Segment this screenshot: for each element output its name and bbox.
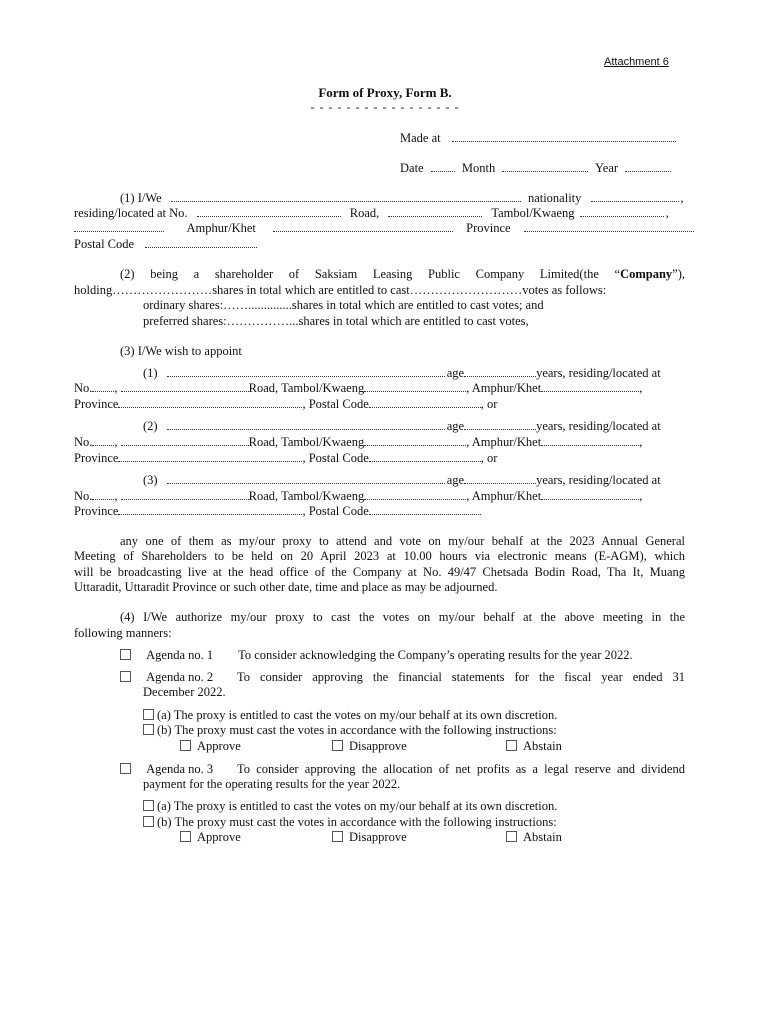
s1-iwe: (1) I/We	[120, 191, 162, 205]
province-label: Province	[466, 221, 511, 235]
comma: ,	[114, 381, 118, 395]
proxy-3-province-field[interactable]	[118, 504, 302, 515]
agenda-3-option-a-checkbox[interactable]	[143, 800, 154, 811]
no-label: No.	[74, 435, 93, 449]
road-field[interactable]	[388, 206, 482, 217]
amphur-label: , Amphur/Khet	[466, 435, 542, 449]
proxy-3-road-field[interactable]	[121, 489, 249, 500]
nationality-label: nationality	[527, 191, 582, 205]
proxy-2-age-field[interactable]	[464, 419, 536, 430]
proxy-3-row2	[74, 489, 642, 504]
proxy-3-postal-field[interactable]	[369, 504, 481, 515]
agenda-3-disapprove	[332, 830, 407, 845]
option-a-text: (a) The proxy is entitled to cast the votes on my/our behalf at its own discretion.	[157, 708, 558, 722]
age-label: age	[446, 473, 465, 487]
proxy-2-amphur-field[interactable]	[541, 435, 639, 446]
proxy-number: (3)	[143, 473, 158, 487]
date-row	[400, 161, 671, 176]
s1-row3	[74, 221, 694, 236]
s2-intro-end: ”),	[672, 267, 685, 281]
s2-preferred: preferred shares:……………...shares in total which are entitled to cast votes,	[143, 314, 529, 328]
proxy-2-postal-field[interactable]	[369, 451, 481, 462]
proxy-1-no-field[interactable]	[92, 381, 114, 392]
company-term: Company	[620, 267, 673, 281]
date-field[interactable]	[431, 161, 455, 172]
years-residing-label: years, residing/located at	[536, 366, 661, 380]
proxy-1-amphur-field[interactable]	[541, 381, 639, 392]
s2-intro	[120, 267, 685, 282]
years-residing-label: years, residing/located at	[536, 419, 661, 433]
amphur-label: Amphur/Khet	[186, 221, 256, 235]
or-label: , or	[480, 397, 498, 411]
residing-label: residing/located at No.	[74, 206, 188, 220]
form-title: Form of Proxy, Form B.	[318, 85, 452, 100]
s2-holding: holding……………………shares in total which are entitled to cast………………………votes as follows:	[74, 283, 607, 297]
road-label: Road,	[349, 206, 380, 220]
agenda-2-option-a	[143, 708, 557, 723]
age-label: age	[446, 419, 465, 433]
agenda-2	[120, 670, 238, 685]
para-any-line1: any one of them as my/our proxy to attend and vote on my/our behalf at the 2023 Annual General	[120, 534, 685, 548]
road-tambol-label: Road, Tambol/Kwaeng	[248, 489, 365, 503]
agenda-2-option-a-checkbox[interactable]	[143, 709, 154, 720]
agenda-2-label: Agenda no. 2	[146, 670, 214, 684]
title-underline: - - - - - - - - - - - - - - - - -	[310, 100, 460, 114]
postal-field[interactable]	[145, 237, 257, 248]
para-any-line4: Uttaradit, Uttaradit Province or such other date, time and place as may be adjourned.	[74, 580, 498, 594]
proxy-2-row2	[74, 435, 642, 450]
postal-label: Postal Code	[74, 237, 135, 251]
proxy-2-row1	[143, 419, 661, 434]
s2-ordinary: ordinary shares:……..............shares in total which are entitled to cast votes; and	[143, 298, 544, 312]
s2-intro-text: (2) being a shareholder of Saksiam Leasing Public Company Limited(the “	[120, 267, 621, 281]
comma: ,	[665, 206, 669, 220]
agenda-2-abstain-checkbox[interactable]	[506, 740, 517, 751]
proxy-1-row3	[74, 397, 497, 412]
agenda-2-disapprove	[332, 739, 407, 754]
tambol-extra-field[interactable]	[74, 221, 164, 232]
proxy-1-name-field[interactable]	[167, 366, 445, 377]
date-label: Date	[400, 161, 424, 175]
comma: ,	[639, 489, 643, 503]
proxy-3-no-field[interactable]	[92, 489, 114, 500]
amphur-label: , Amphur/Khet	[466, 489, 542, 503]
year-field[interactable]	[625, 161, 671, 172]
agenda-1	[120, 648, 633, 663]
agenda-2-text1: To consider approving the financial statements for the fiscal year ended 31	[237, 670, 685, 684]
agenda-3-option-b-checkbox[interactable]	[143, 816, 154, 827]
postal-label: , Postal Code	[302, 451, 369, 465]
option-b-text: (b) The proxy must cast the votes in accordance with the following instructions:	[157, 815, 557, 829]
proxy-3-row3	[74, 504, 481, 519]
agenda-1-text: To consider acknowledging the Company’s operating results for the year 2022.	[238, 648, 633, 662]
agenda-3-option-b	[143, 815, 557, 830]
agenda-3-approve	[180, 830, 241, 845]
years-residing-label: years, residing/located at	[536, 473, 661, 487]
no-label: No.	[74, 381, 93, 395]
tambol-field[interactable]	[580, 206, 664, 217]
proxy-1-road-field[interactable]	[121, 381, 249, 392]
no-label: No.	[74, 489, 93, 503]
proxy-number: (2)	[143, 419, 158, 433]
proxy-2-province-field[interactable]	[118, 451, 302, 462]
agenda-2-option-b-checkbox[interactable]	[143, 724, 154, 735]
made-at-field[interactable]	[452, 131, 676, 142]
s1-row2	[74, 206, 669, 221]
agenda-3-checkbox[interactable]	[120, 763, 131, 774]
abstain-label: Abstain	[523, 739, 562, 753]
amphur-label: , Amphur/Khet	[466, 381, 542, 395]
nationality-field[interactable]	[591, 191, 679, 202]
agenda-3-option-a	[143, 799, 557, 814]
comma: ,	[114, 489, 118, 503]
proxy-3-name-field[interactable]	[167, 473, 445, 484]
proxy-3-tambol-field[interactable]	[364, 489, 466, 500]
proxy-2-name-field[interactable]	[167, 419, 445, 430]
s1-row4	[74, 237, 257, 252]
option-a-text: (a) The proxy is entitled to cast the votes on my/our behalf at its own discretion.	[157, 799, 558, 813]
province-field[interactable]	[524, 221, 694, 232]
agenda-3-text2: payment for the operating results for the year 2022.	[143, 777, 401, 791]
comma: ,	[114, 435, 118, 449]
province-label: Province	[74, 397, 119, 411]
name-field[interactable]	[171, 191, 521, 202]
agenda-3-abstain-checkbox[interactable]	[506, 831, 517, 842]
s1-row1	[120, 191, 684, 206]
proxy-3-age-field[interactable]	[464, 473, 536, 484]
agenda-3-text1: To consider approving the allocation of net profits as a legal reserve and dividend	[237, 762, 685, 776]
province-label: Province	[74, 451, 119, 465]
proxy-1-row2	[74, 381, 642, 396]
proxy-3-amphur-field[interactable]	[541, 489, 639, 500]
month-label: Month	[461, 161, 496, 175]
agenda-3-approve-checkbox[interactable]	[180, 831, 191, 842]
postal-label: , Postal Code	[302, 397, 369, 411]
disapprove-label: Disapprove	[349, 739, 407, 753]
road-tambol-label: Road, Tambol/Kwaeng	[248, 381, 365, 395]
agenda-3-abstain	[506, 830, 562, 845]
proxy-1-row1	[143, 366, 661, 381]
proxy-1-age-field[interactable]	[464, 366, 536, 377]
agenda-2-checkbox[interactable]	[120, 671, 131, 682]
disapprove-label: Disapprove	[349, 830, 407, 844]
tambol-label: Tambol/Kwaeng	[491, 206, 575, 220]
para-any-line2: Meeting of Shareholders to be held on 20 April 2023 at 10.00 hours via electronic means (E-AGM), which	[74, 549, 685, 563]
or-label: , or	[480, 451, 498, 465]
approve-label: Approve	[197, 830, 241, 844]
s3-heading: (3) I/We wish to appoint	[120, 344, 242, 358]
approve-label: Approve	[197, 739, 241, 753]
proxy-1-postal-field[interactable]	[369, 397, 481, 408]
age-label: age	[446, 366, 465, 380]
agenda-3-disapprove-checkbox[interactable]	[332, 831, 343, 842]
agenda-2-text2: December 2022.	[143, 685, 226, 699]
comma: ,	[680, 191, 684, 205]
s4-line1: (4) I/We authorize my/our proxy to cast the votes on my/our behalf at the above meeting in the	[120, 610, 685, 624]
agenda-1-label: Agenda no. 1	[146, 648, 214, 662]
agenda-2-disapprove-checkbox[interactable]	[332, 740, 343, 751]
para-any-line3: will be broadcasting live at the head office of the Company at No. 49/47 Chetsada Bodin Road, Tha It, Muang	[74, 565, 685, 579]
proxy-1-province-field[interactable]	[118, 397, 302, 408]
made-at-row	[400, 131, 676, 146]
option-b-text: (b) The proxy must cast the votes in accordance with the following instructions:	[157, 723, 557, 737]
year-label: Year	[595, 161, 619, 175]
proxy-number: (1)	[143, 366, 158, 380]
address-no-field[interactable]	[197, 206, 341, 217]
proxy-2-tambol-field[interactable]	[364, 435, 466, 446]
s4-line2: following manners:	[74, 626, 172, 640]
road-tambol-label: Road, Tambol/Kwaeng	[248, 435, 365, 449]
comma: ,	[639, 435, 643, 449]
province-label: Province	[74, 504, 119, 518]
made-at-label: Made at	[400, 131, 441, 145]
agenda-2-option-b	[143, 723, 557, 738]
comma: ,	[639, 381, 643, 395]
proxy-2-row3	[74, 451, 497, 466]
postal-label: , Postal Code	[302, 504, 369, 518]
agenda-2-abstain	[506, 739, 562, 754]
agenda-3	[120, 762, 238, 777]
proxy-2-no-field[interactable]	[92, 435, 114, 446]
proxy-3-row1	[143, 473, 661, 488]
agenda-2-approve	[180, 739, 241, 754]
proxy-1-tambol-field[interactable]	[364, 381, 466, 392]
abstain-label: Abstain	[523, 830, 562, 844]
amphur-field[interactable]	[273, 221, 453, 232]
proxy-2-road-field[interactable]	[121, 435, 249, 446]
agenda-1-checkbox[interactable]	[120, 649, 131, 660]
agenda-3-label: Agenda no. 3	[146, 762, 214, 776]
attachment-label: Attachment 6	[604, 56, 669, 68]
month-field[interactable]	[502, 161, 588, 172]
agenda-2-approve-checkbox[interactable]	[180, 740, 191, 751]
